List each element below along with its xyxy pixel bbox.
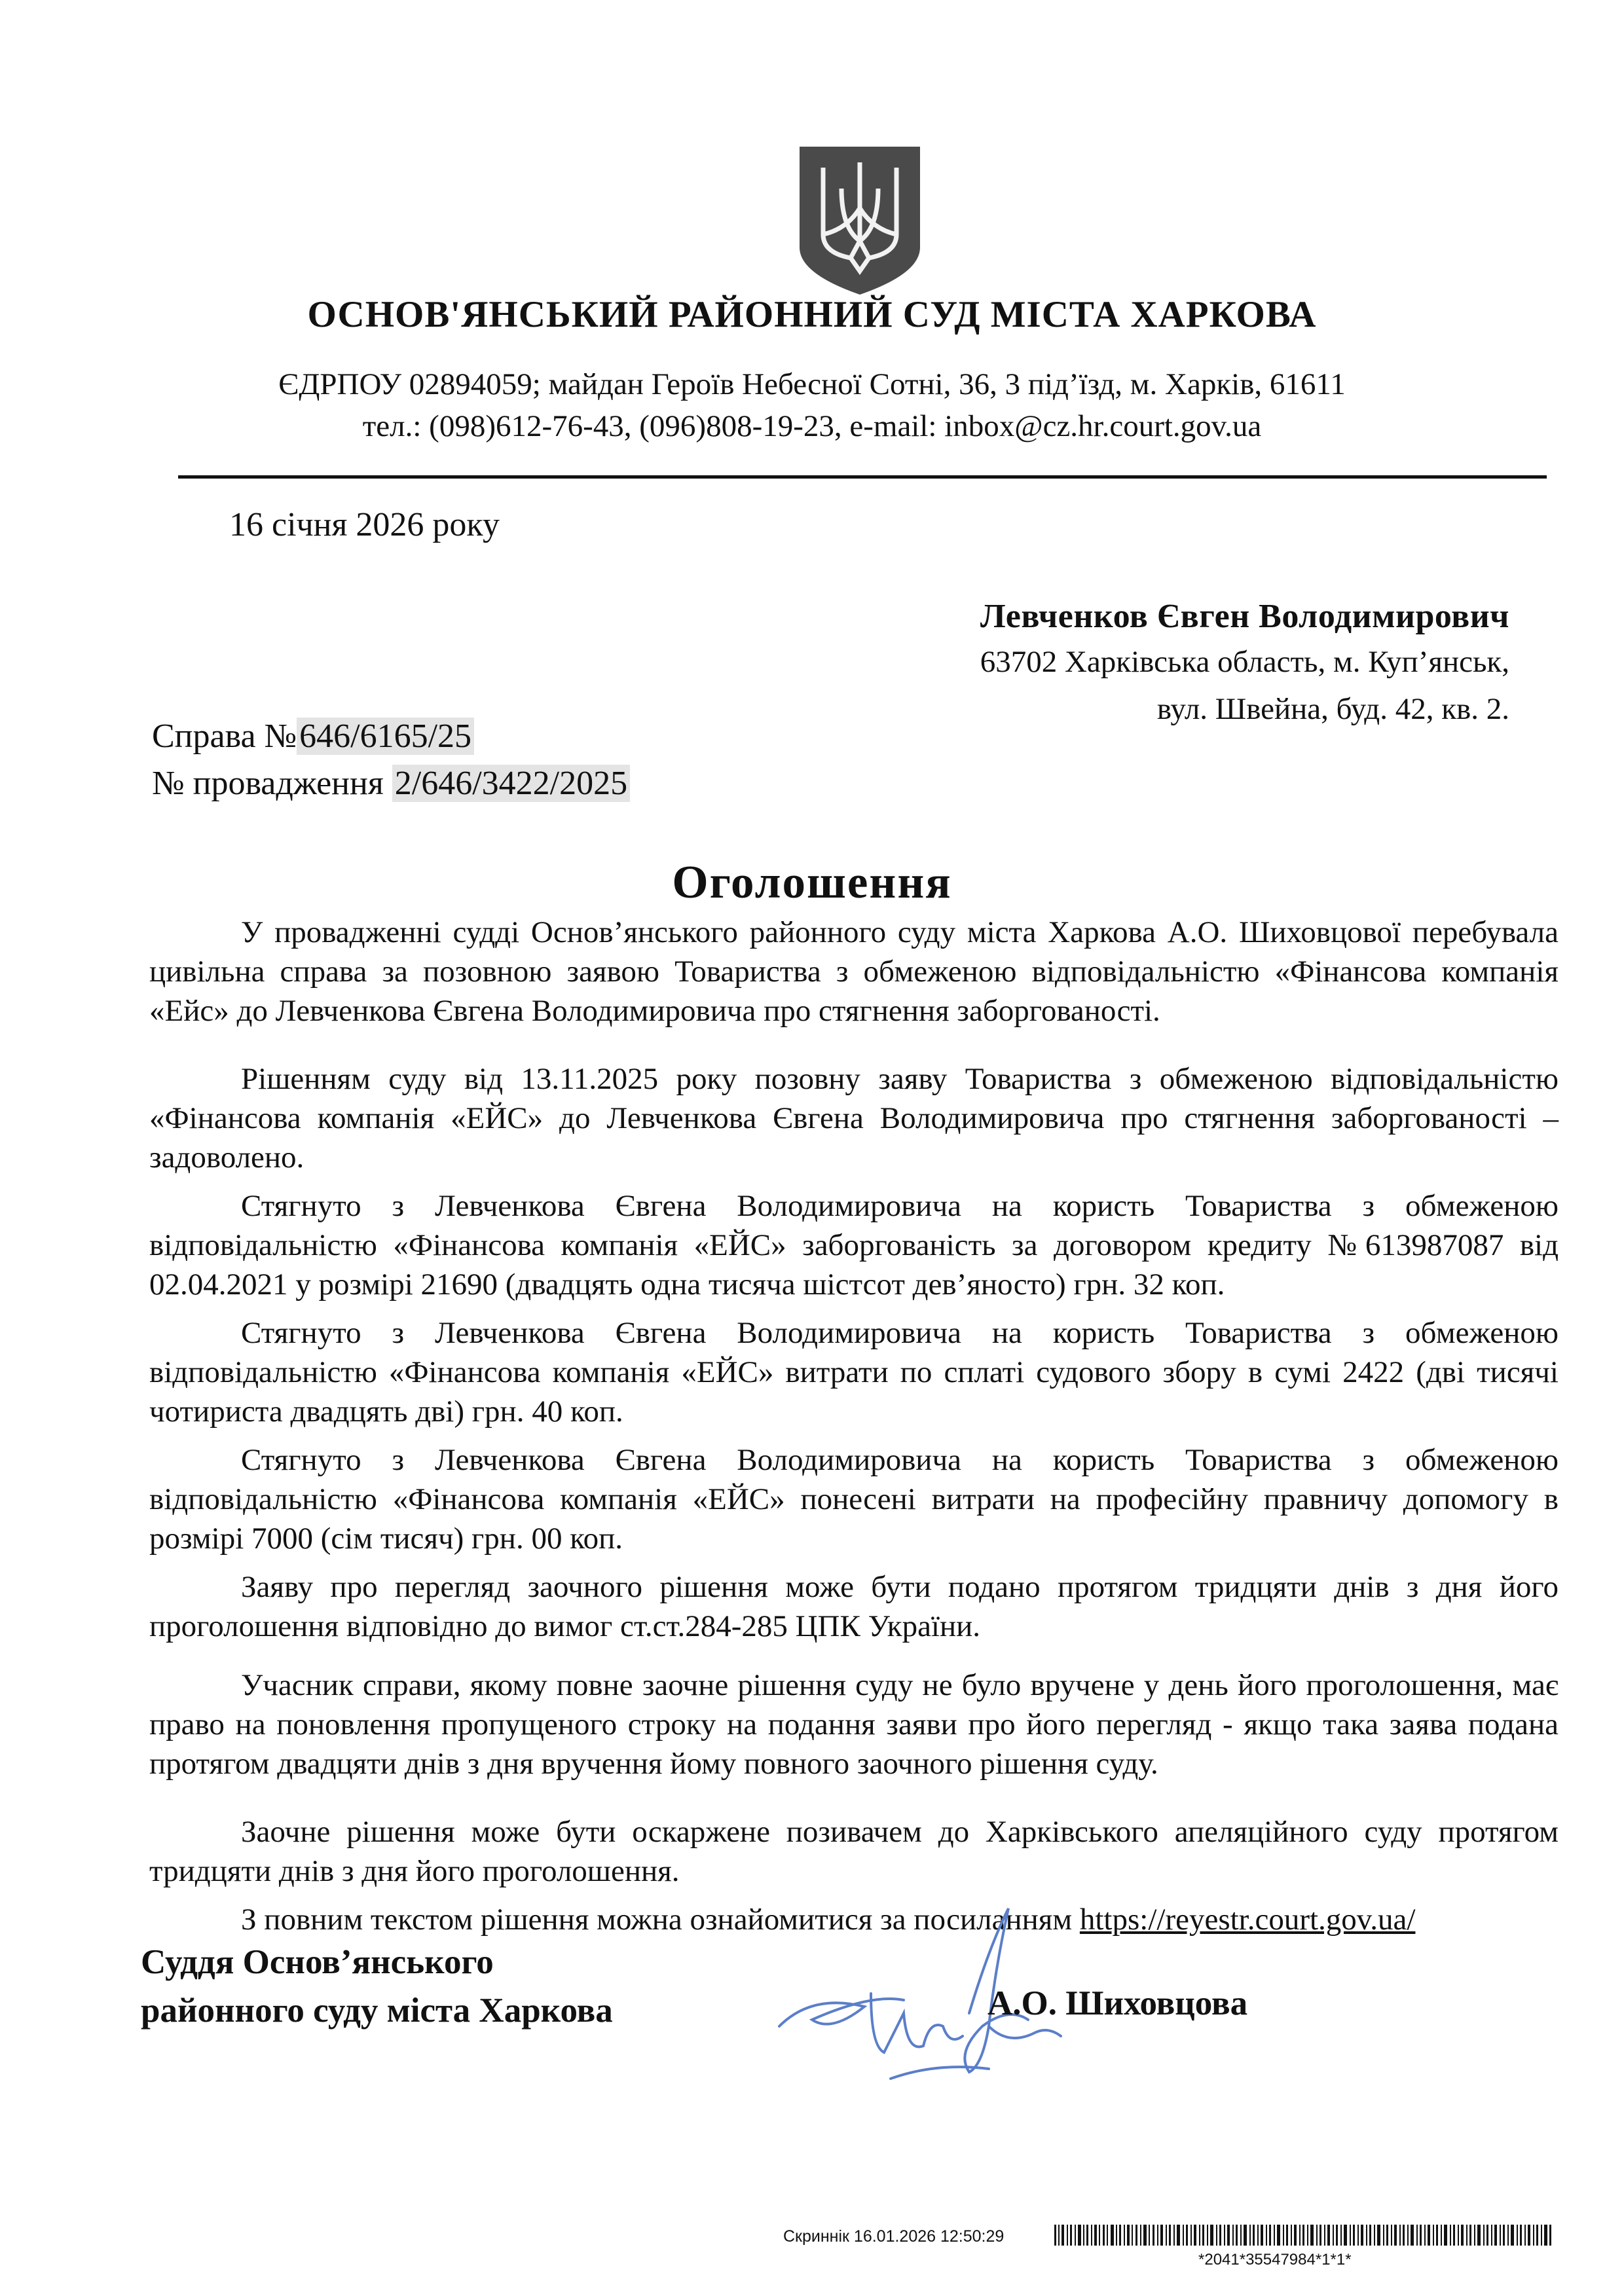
paragraph-debt: Стягнуто з Левченкова Євгена Володимировича на користь Товариства з обмеженою відповідальністю «Фінансова компанія «ЕЙС» заборгованість за договором кредиту №613987087 від 02.04.2021 у розмірі 21690 (двадцять одна тисяча шістсот дев’яносто) грн. 32 коп. <box>149 1189 1559 1302</box>
judge-position-line-2: районного суду міста Харкова <box>141 1992 613 2030</box>
addressee-address-line-2: вул. Швейна, буд. 42, кв. 2. <box>1156 692 1509 726</box>
proceeding-label: № провадження <box>152 765 392 802</box>
barcode-icon <box>1054 2222 1552 2248</box>
paragraph-renewal: Учасник справи, якому повне заочне рішення суду не було вручене у день його проголошення, має право на поновлення пропущеного строку на подання заяви про його перегляд - якщо така заява подана протягом двадцяти днів з дня вручення йому повного заочного рішення суду. <box>149 1668 1559 1781</box>
court-contacts: тел.: (098)612-76-43, (096)808-19-23, e-mail: inbox@cz.hr.court.gov.ua <box>362 409 1262 443</box>
announcement-title: Оголошення <box>672 857 952 908</box>
registry-link[interactable]: https://reyestr.court.gov.ua/ <box>1079 1903 1416 1937</box>
announcement-body <box>149 913 1559 1939</box>
barcode-number: *2041*35547984*1*1* <box>1198 2251 1352 2269</box>
addressee-address-line-1: 63702 Харківська область, м. Куп’янськ, <box>980 645 1509 679</box>
judge-name: А.О. Шиховцова <box>987 1984 1248 2022</box>
addressee-block <box>980 597 1509 730</box>
proceeding-number: 2/646/3422/2025 <box>392 765 630 802</box>
registry-stamp: Скриннік 16.01.2026 12:50:29 <box>783 2227 1005 2246</box>
paragraph-legal-aid: Стягнуто з Левченкова Євгена Володимировича на користь Товариства з обмеженою відповідальністю «Фінансова компанія «ЕЙС» понесені витрати на професійну правничу допомогу в розмірі 7000 (сім тисяч) грн. 00 коп. <box>149 1443 1559 1556</box>
court-name: ОСНОВ'ЯНСЬКИЙ РАЙОННИЙ СУД МІСТА ХАРКОВА <box>307 294 1317 335</box>
judge-position-line-1: Суддя Основ’янського <box>141 1943 494 1981</box>
case-number-line <box>152 717 474 756</box>
paragraph-intro: У провадженні судді Основ’янського районного суду міста Харкова А.О. Шиховцової перебувала цивільна справа за позовною заявою Товариства з обмеженою відповідальністю «Фінансова компанія «Ейс» до Левченкова Євгена Володимировича про стягнення заборгованості. <box>149 915 1559 1028</box>
case-number: 646/6165/25 <box>297 718 474 755</box>
full-text-label: З повним текстом рішення можна ознайомитися за посиланням <box>241 1903 1080 1937</box>
header-divider <box>178 475 1547 479</box>
paragraph-review: Заяву про перегляд заочного рішення може бути подано протягом тридцяти днів з дня його проголошення відповідно до вимог ст.ст.284-285 ЦПК України. <box>149 1570 1559 1643</box>
proceeding-number-line <box>152 764 630 803</box>
case-label: Справа № <box>152 718 297 755</box>
paragraph-decision: Рішенням суду від 13.11.2025 року позовну заяву Товариства з обмеженою відповідальністю «Фінансова компанія «ЕЙС» до Левченкова Євгена Володимировича про стягнення заборгованості – задоволено. <box>149 1062 1559 1175</box>
trident-emblem-icon <box>794 143 925 297</box>
document-date: 16 січня 2026 року <box>229 506 500 543</box>
addressee-name: Левченков Євген Володимирович <box>980 598 1509 635</box>
court-address: ЄДРПОУ 02894059; майдан Героїв Небесної Сотні, 36, 3 під’їзд, м. Харків, 61611 <box>278 367 1346 401</box>
paragraph-court-fee: Стягнуто з Левченкова Євгена Володимировича на користь Товариства з обмеженою відповідальністю «Фінансова компанія «ЕЙС» витрати по сплаті судового збору в сумі 2422 (дві тисячі чотириста двадцять дві) грн. 40 коп. <box>149 1316 1559 1429</box>
judge-position <box>141 1938 613 2035</box>
paragraph-appeal: Заочне рішення може бути оскаржене позивачем до Харківського апеляційного суду протягом тридцяти днів з дня його проголошення. <box>149 1815 1559 1888</box>
